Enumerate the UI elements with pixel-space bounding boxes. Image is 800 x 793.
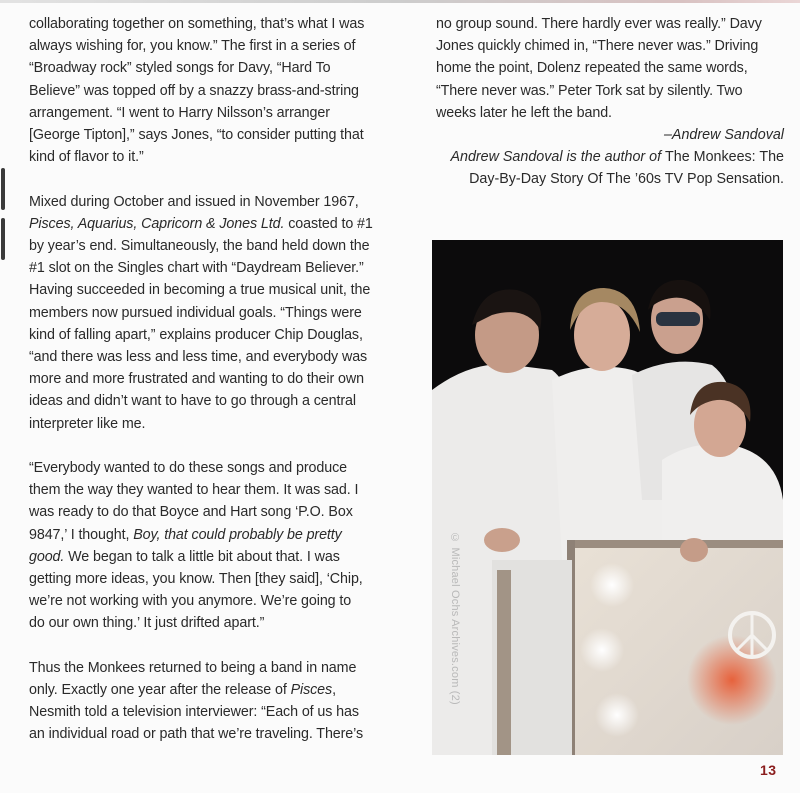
binding-mark xyxy=(1,168,5,210)
text-line: weeks later he left the band. xyxy=(436,104,612,121)
text-line: members now pursued individual goals. “Things were xyxy=(29,304,362,321)
text-line: “Everybody wanted to do these songs and produce xyxy=(29,460,347,477)
text-span: only. Exactly one year after the release of xyxy=(29,682,291,699)
text-line: “Broadway rock” styled songs for Davy, “Hard To xyxy=(29,60,331,77)
book-title: The Monkees: The xyxy=(665,149,784,166)
text-line: arrangement. “I went to Harry Nilsson’s arranger xyxy=(29,104,330,121)
text-line: ideas and didn’t want to have to go through a central xyxy=(29,393,356,410)
text-line xyxy=(29,524,394,546)
text-line xyxy=(29,213,394,235)
text-line: collaborating together on something, that’s what I was xyxy=(29,16,365,32)
album-title: Pisces, Aquarius, Capricorn & Jones Ltd. xyxy=(29,215,285,232)
text-line xyxy=(29,546,394,568)
text-line: an individual road or path that we’re traveling. There’s xyxy=(29,726,364,743)
band-photo-illustration xyxy=(432,240,783,755)
text-line: “There never was.” Peter Tork sat by silently. Two xyxy=(436,82,743,99)
right-column xyxy=(436,13,784,191)
text-line: Nesmith told a television interviewer: “Each of us has xyxy=(29,704,359,721)
album-title: Pisces xyxy=(290,682,333,699)
text-line: no group sound. There hardly ever was really.” Davy xyxy=(436,16,762,32)
text-line: more and more frustrated and wanting to do their own xyxy=(29,371,364,388)
text-line: Jones quickly chimed in, “There never was.” Driving xyxy=(436,38,759,55)
bio-italic: Andrew Sandoval is the author of xyxy=(450,149,666,166)
text-line: we’re not working with you anymore. We’re going to xyxy=(29,593,352,610)
author-bio xyxy=(436,146,784,190)
text-span: We began to talk a little bit about that. I was xyxy=(64,548,340,565)
text-line: Thus the Monkees returned to being a band in name xyxy=(29,659,357,676)
italic-thought: good. xyxy=(29,548,65,565)
paragraph-pisces-release xyxy=(29,191,394,435)
text-line: was ready to do that Boyce and Hart song ‘P.O. Box xyxy=(29,504,353,521)
text-line: Having succeeded in becoming a true musical unit, the xyxy=(29,282,371,299)
left-column xyxy=(29,13,394,746)
text-line: always wishing for, you know.” The first in a series of xyxy=(29,38,356,55)
paragraph-chip-douglas-quote xyxy=(29,457,394,635)
page-number: 13 xyxy=(760,762,777,778)
binding-mark xyxy=(1,218,5,260)
paragraph-continuation xyxy=(436,13,784,124)
author-byline: –Andrew Sandoval xyxy=(663,127,784,144)
text-span: coasted to #1 xyxy=(284,215,373,232)
paragraph-band-in-name-only xyxy=(29,657,394,746)
text-line xyxy=(29,679,394,701)
photo-credit: © Michael Ochs Archives.com (2) xyxy=(449,532,461,705)
text-line: #1 slot on the Singles chart with “Daydream Believer.” xyxy=(29,260,364,277)
text-line: interpreter like me. xyxy=(29,415,146,432)
band-photo xyxy=(432,240,783,755)
text-line: getting more ideas, you know. Then [they said], ‘Chip, xyxy=(29,571,363,588)
page-top-edge xyxy=(0,0,800,3)
text-span: 9847,’ I thought, xyxy=(29,526,134,543)
text-line: by year’s end. Simultaneously, the band held down the xyxy=(29,238,370,255)
text-line: kind of falling apart,” explains producer Chip Douglas, xyxy=(29,326,363,343)
text-line xyxy=(436,146,784,168)
text-line: them the way they wanted to hear them. It was sad. I xyxy=(29,482,359,499)
italic-thought: Boy, that could probably be pretty xyxy=(133,526,342,543)
text-line: Mixed during October and issued in November 1967, xyxy=(29,193,359,210)
text-line: do our own thing.’ It just drifted apart.” xyxy=(29,615,265,632)
text-line: kind of flavor to it.” xyxy=(29,149,144,166)
book-title: Day-By-Day Story Of The ’60s TV Pop Sensation. xyxy=(469,171,784,188)
text-line: Believe” was topped off by a snazzy brass-and-string xyxy=(29,82,359,99)
text-line: home the point, Dolenz repeated the same words, xyxy=(436,60,748,77)
text-line: [George Tipton],” says Jones, “to consider putting that xyxy=(29,127,364,144)
text-line: “and there was less and less time, and everybody was xyxy=(29,349,368,366)
text-span: , xyxy=(332,682,336,699)
paragraph-hard-to-believe xyxy=(29,13,394,168)
